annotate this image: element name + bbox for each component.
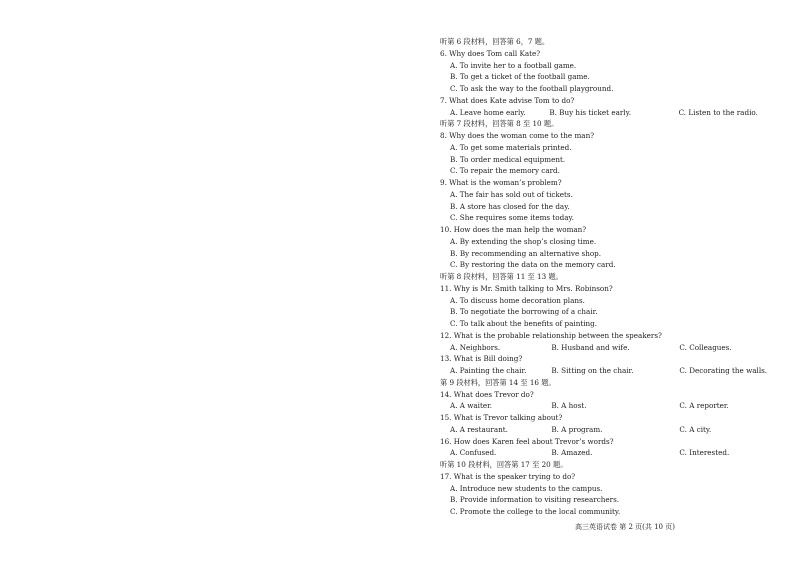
option: C. By restoring the data on the memory card. bbox=[450, 260, 616, 270]
page-footer: 高三英语试卷 第 2 页(共 10 页) bbox=[575, 523, 675, 531]
option: A. A restaurant. bbox=[450, 424, 508, 434]
option: C. Decorating the walls. bbox=[679, 366, 768, 375]
option: A. To invite her to a football game. bbox=[450, 60, 577, 70]
option: B. Sitting on the chair. bbox=[551, 366, 634, 375]
question-16: 16. How does Karen feel about Trevor’s words? bbox=[440, 436, 614, 446]
section-heading: 听第 8 段材料，回答第 11 至 13 题。 bbox=[440, 272, 563, 281]
question-12: 12. What is the probable relationship between the speakers? bbox=[440, 330, 662, 340]
option: A. Leave home early. bbox=[450, 107, 526, 117]
section-heading: 听第 6 段材料，回答第 6，7 题。 bbox=[440, 37, 550, 46]
option: A. Confused. bbox=[450, 448, 497, 458]
question-7: 7. What does Kate advise Tom to do? bbox=[440, 95, 575, 105]
option: B. To order medical equipment. bbox=[450, 154, 566, 164]
option: C. A city. bbox=[679, 424, 712, 434]
question-8: 8. Why does the woman come to the man? bbox=[440, 131, 595, 140]
options-row bbox=[440, 342, 775, 354]
option: A. Introduce new students to the campus. bbox=[450, 483, 603, 493]
question-11: 11. Why is Mr. Smith talking to Mrs. Robinson? bbox=[440, 283, 613, 293]
options-row bbox=[440, 447, 775, 459]
section-heading: 听第 7 段材料，回答第 8 至 10 题。 bbox=[440, 119, 559, 129]
question-6: 6. Why does Tom call Kate? bbox=[440, 48, 541, 58]
option: B. Buy his ticket early. bbox=[549, 107, 631, 117]
options-row bbox=[440, 400, 775, 412]
option: A. To get some materials printed. bbox=[450, 142, 572, 152]
options-row bbox=[440, 365, 775, 377]
option: A. Neighbors. bbox=[450, 342, 501, 352]
option: A. By extending the shop’s closing time. bbox=[450, 236, 597, 246]
section-heading: 第 9 段材料，回答第 14 至 16 题。 bbox=[440, 377, 556, 387]
option: B. A host. bbox=[551, 401, 587, 411]
option: C. She requires some items today. bbox=[450, 213, 574, 223]
option: B. To negotiate the borrowing of a chair. bbox=[450, 307, 598, 317]
option: C. Promote the college to the local community. bbox=[450, 507, 621, 516]
option: B. Amazed. bbox=[551, 448, 593, 458]
question-column bbox=[440, 36, 775, 518]
question-9: 9. What is the woman’s problem? bbox=[440, 178, 562, 187]
option: A. To discuss home decoration plans. bbox=[450, 295, 585, 305]
option: C. To repair the memory card. bbox=[450, 166, 560, 176]
option: B. Husband and wife. bbox=[551, 342, 630, 352]
option: C. To ask the way to the football playground. bbox=[450, 84, 614, 93]
option: B. To get a ticket of the football game. bbox=[450, 72, 590, 82]
option: B. A store has closed for the day. bbox=[450, 201, 570, 211]
option: C. Listen to the radio. bbox=[678, 107, 758, 117]
option: A. Painting the chair. bbox=[450, 366, 527, 375]
question-17: 17. What is the speaker trying to do? bbox=[440, 471, 576, 481]
question-10: 10. How does the man help the woman? bbox=[440, 225, 587, 234]
option: A. A waiter. bbox=[450, 401, 493, 411]
option: B. A program. bbox=[551, 424, 603, 434]
option: B. By recommending an alternative shop. bbox=[450, 248, 602, 258]
question-14: 14. What does Trevor do? bbox=[440, 389, 534, 399]
section-heading: 听第 10 段材料，回答第 17 至 20 题。 bbox=[440, 460, 568, 469]
option: C. To talk about the benefits of painting. bbox=[450, 319, 598, 328]
option: B. Provide information to visiting researchers. bbox=[450, 495, 620, 505]
option: C. Colleagues. bbox=[679, 342, 732, 352]
option: C. A reporter. bbox=[679, 401, 729, 411]
options-row bbox=[440, 424, 775, 436]
question-13: 13. What is Bill doing? bbox=[440, 354, 523, 364]
option: A. The fair has sold out of tickets. bbox=[450, 189, 573, 199]
options-row bbox=[440, 107, 775, 119]
option: C. Interested. bbox=[679, 448, 730, 458]
question-15: 15. What is Trevor talking about? bbox=[440, 413, 563, 422]
